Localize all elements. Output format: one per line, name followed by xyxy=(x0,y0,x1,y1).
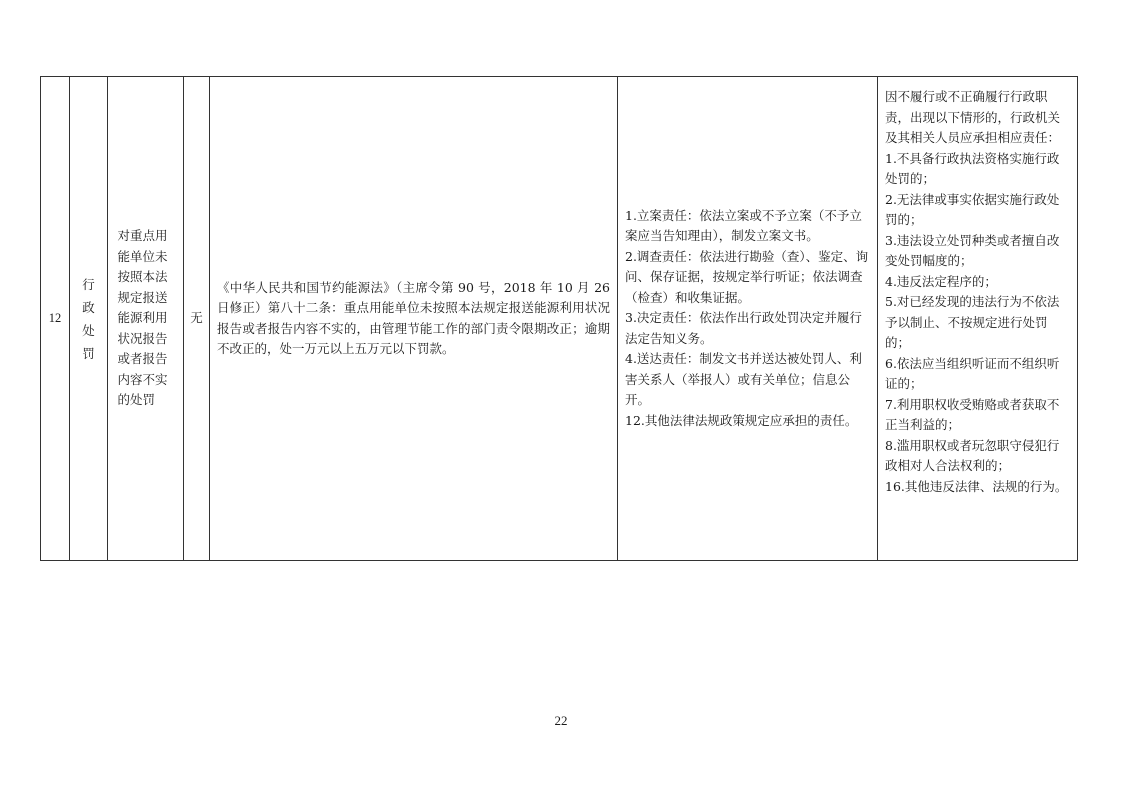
legal-basis-cell xyxy=(210,77,618,561)
page-number: 22 xyxy=(554,713,568,728)
row-number: 12 xyxy=(48,311,62,326)
accountability-item: 5.对已经发现的违法行为不依法予以制止、不按规定进行处罚的； xyxy=(885,294,1060,350)
item-name-text: 对重点用能单位未按照本法规定报送能源利用状况报告或者报告内容不实的处罚 xyxy=(117,228,168,408)
legal-basis-text: 《中华人民共和国节约能源法》（主席令第 90 号，2018 年 10 月 26 日修正）第八十二条：重点用能单位未按照本法规定报送能源利用状况报告或者报告内容不实的，由管理节能工作的部门责令限期改正；逾期不改正的，处一万元以上五万元以下罚款。 xyxy=(217,279,610,356)
sub-item-cell xyxy=(184,77,210,561)
responsibility-item: 4.送达责任：制发文书并送达被处罚人、利害关系人（举报人）或有关单位；信息公开。 xyxy=(625,351,862,408)
responsibility-item: 1.立案责任：依法立案或不予立案（不予立案应当告知理由），制发立案文书。 xyxy=(625,207,862,244)
responsibility-item: 12.其他法律法规政策规定应承担的责任。 xyxy=(625,412,858,428)
power-list-table xyxy=(40,76,1078,561)
category-text: 行政处罚 xyxy=(82,276,95,361)
accountability-item: 7.利用职权收受贿赂或者获取不正当利益的； xyxy=(885,396,1060,432)
accountability-item: 4.违反法定程序的； xyxy=(885,273,997,289)
responsibility-item: 2.调查责任：依法进行勘验（查）、鉴定、询问、保存证据，按规定举行听证；依法调查（检查）和收集证据。 xyxy=(625,248,869,305)
accountability-item: 16.其他违反法律、法规的行为。 xyxy=(885,478,1068,494)
accountability-item: 因不履行或不正确履行行政职责，出现以下情形的，行政机关及其相关人员应承担相应责任： xyxy=(885,89,1061,145)
sub-item-text: 无 xyxy=(190,310,203,326)
category-cell xyxy=(70,77,108,561)
table-row xyxy=(41,77,1078,561)
accountability-item: 2.无法律或事实依据实施行政处罚的； xyxy=(885,191,1060,227)
responsibility-cell xyxy=(618,77,878,561)
accountability-item: 3.违法设立处罚种类或者擅自改变处罚幅度的； xyxy=(885,232,1060,268)
accountability-item: 1.不具备行政执法资格实施行政处罚的； xyxy=(885,150,1060,186)
accountability-item: 8.滥用职权或者玩忽职守侵犯行政相对人合法权利的； xyxy=(885,437,1060,473)
responsibility-item: 3.决定责任：依法作出行政处罚决定并履行法定告知义务。 xyxy=(625,310,862,346)
item-name-cell xyxy=(108,77,184,561)
accountability-cell xyxy=(878,77,1078,561)
accountability-item: 6.依法应当组织听证而不组织听证的； xyxy=(885,355,1060,391)
row-number-cell xyxy=(41,77,70,561)
